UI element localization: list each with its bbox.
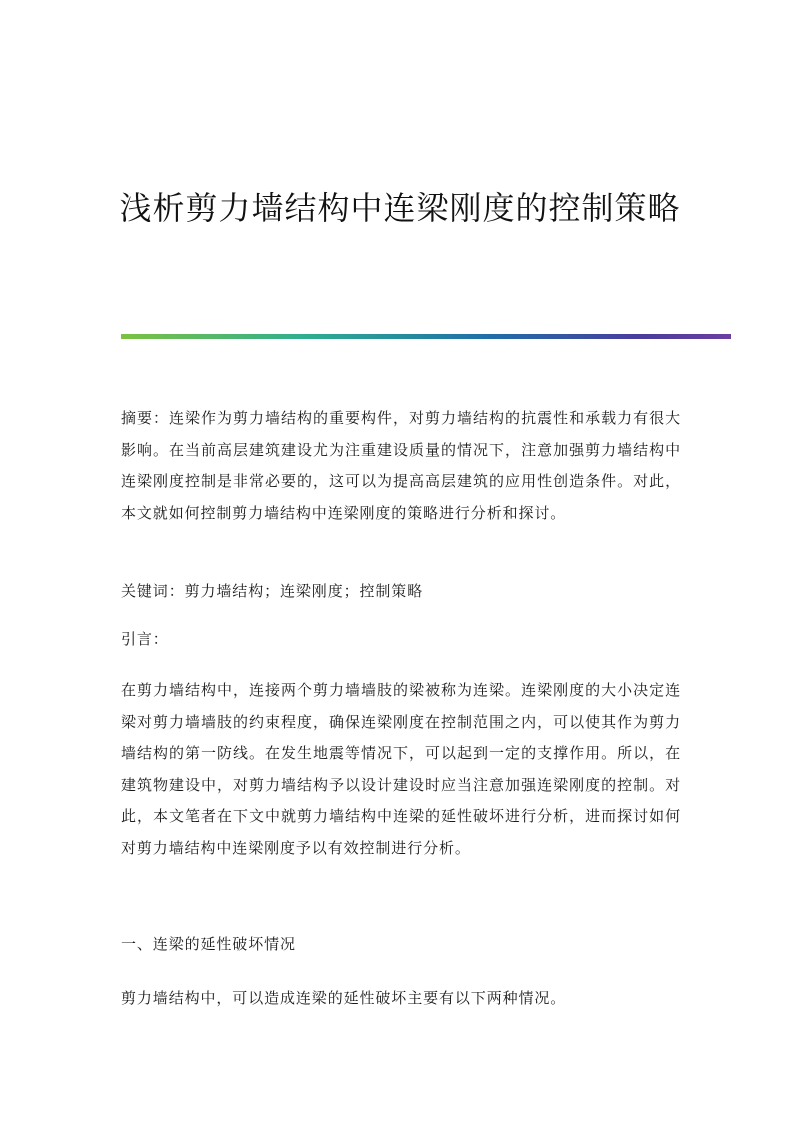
abstract-section [121, 403, 681, 529]
section1-paragraph: 剪力墙结构中，可以造成连梁的延性破坏主要有以下两种情况。 [121, 989, 567, 1007]
keywords-section [121, 576, 681, 608]
intro-heading-section [121, 624, 681, 656]
intro-heading: 引言： [121, 630, 169, 648]
title-accent-rule [121, 334, 731, 339]
abstract-paragraph: 摘要：连梁作为剪力墙结构的重要构件，对剪力墙结构的抗震性和承载力有很大影响。在当前高层建筑建设尤为注重建设质量的情况下，注意加强剪力墙结构中连梁刚度控制是非常必要的，这可以为提高高层建筑的应用性创造条件。对此，本文就如何控制剪力墙结构中连梁刚度的策略进行分析和探讨。 [121, 409, 681, 522]
section1-heading-section [121, 929, 681, 961]
document-title: 浅析剪力墙结构中连梁刚度的控制策略 [119, 189, 681, 227]
section1-section [121, 983, 681, 1015]
intro-paragraph: 在剪力墙结构中，连接两个剪力墙墙肢的梁被称为连梁。连梁刚度的大小决定连梁对剪力墙墙肢的约束程度，确保连梁刚度在控制范围之内，可以使其作为剪力墙结构的第一防线。在发生地震等情况下，可以起到一定的支撑作用。所以，在建筑物建设中，对剪力墙结构予以设计建设时应当注意加强连梁刚度的控制。对此，本文笔者在下文中就剪力墙结构中连梁的延性破坏进行分析，进而探讨如何对剪力墙结构中连梁刚度予以有效控制进行分析。 [121, 681, 681, 857]
section1-heading: 一、连梁的延性破坏情况 [121, 935, 296, 953]
keywords-line: 关键词：剪力墙结构；连梁刚度；控制策略 [121, 582, 424, 600]
intro-section [121, 675, 681, 865]
